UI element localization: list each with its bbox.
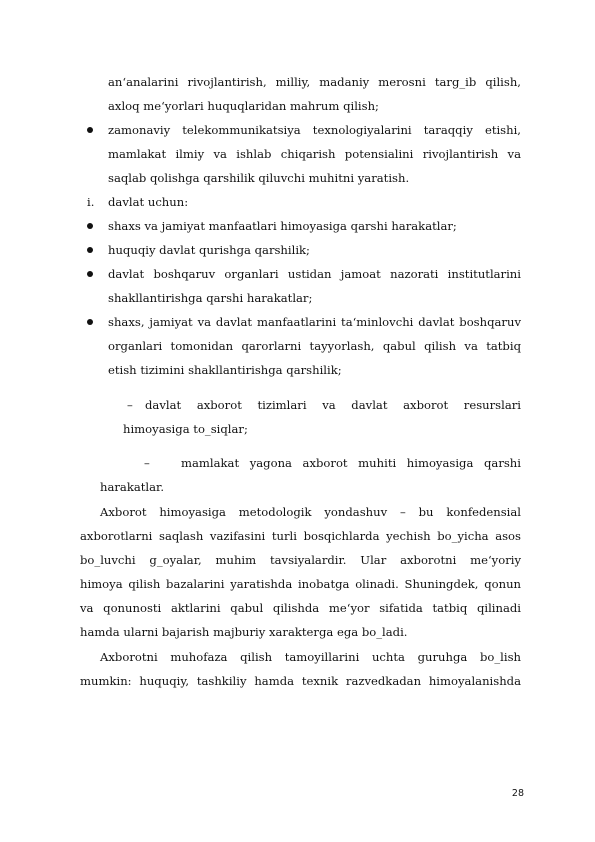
text-line: mamlakat yagona axborot muhiti himoyasiga qarshi [181, 456, 521, 470]
list-marker: i. [87, 195, 95, 209]
text-line: himoyasiga to_siqlar; [123, 422, 248, 436]
text-line: harakatlar. [100, 480, 165, 494]
text-line: davlat boshqaruv organlari ustidan jamoat nazorati institutlarini [108, 267, 521, 281]
text-line: huquqiy davlat qurishga qarshilik; [108, 243, 310, 257]
text-line: shakllantirishga qarshi harakatlar; [108, 291, 313, 305]
text-line: Axborotni muhofaza qilish tamoyillarini uchta guruhga bo_lish [100, 650, 521, 664]
bullet-icon [87, 127, 93, 133]
text-line: mumkin: huquqiy, tashkiliy hamda texnik razvedkadan himoyalanishda [80, 674, 521, 688]
text-line: saqlab qolishga qarshilik qiluvchi muhitni yaratish. [108, 171, 410, 185]
bullet-icon [87, 247, 93, 253]
dash-marker: – [144, 456, 150, 470]
text-line: shaxs, jamiyat va davlat manfaatlarini ta‘minlovchi davlat boshqaruv [108, 315, 521, 329]
text-line: shaxs va jamiyat manfaatlari himoyasiga qarshi harakatlar; [108, 219, 457, 233]
text-line: davlat axborot tizimlari va davlat axborot resurslari [145, 398, 521, 412]
text-line: mamlakat ilmiy va ishlab chiqarish potensialini rivojlantirish va [108, 147, 521, 161]
text-line: davlat uchun: [108, 195, 189, 209]
text-line: bo_luvchi g_oyalar, muhim tavsiyalardir. Ular axborotni me‘yoriy [80, 553, 521, 567]
bullet-icon [87, 319, 93, 325]
dash-marker: – [127, 398, 133, 412]
text-line: himoya qilish bazalarini yaratishda inobatga olinadi. Shuningdek, qonun [80, 577, 521, 591]
text-line: zamonaviy telekommunikatsiya texnologiyalarini taraqqiy etishi, [108, 123, 521, 137]
text-line: etish tizimini shakllantirishga qarshilik; [108, 363, 342, 377]
text-line: axborotlarni saqlash vazifasini turli bosqichlarda yechish bo_yicha asos [80, 529, 521, 543]
text-line: va qonunosti aktlarini qabul qilishda me‘yor sifatida tatbiq qilinadi [80, 601, 521, 615]
page-number: 28 [511, 788, 524, 799]
bullet-icon [87, 271, 93, 277]
text-line: axloq me‘yorlari huquqlaridan mahrum qilish; [108, 99, 379, 113]
text-line: Axborot himoyasiga metodologik yondashuv – bu konfedensial [100, 505, 521, 519]
bullet-icon [87, 223, 93, 229]
text-line: organlari tomonidan qarorlarni tayyorlash, qabul qilish va tatbiq [108, 339, 521, 353]
text-line: an‘analarini rivojlantirish, milliy, madaniy merosni targ_ib qilish, [108, 75, 521, 89]
text-line: hamda ularni bajarish majburiy xarakterga ega bo_ladi. [80, 625, 408, 639]
